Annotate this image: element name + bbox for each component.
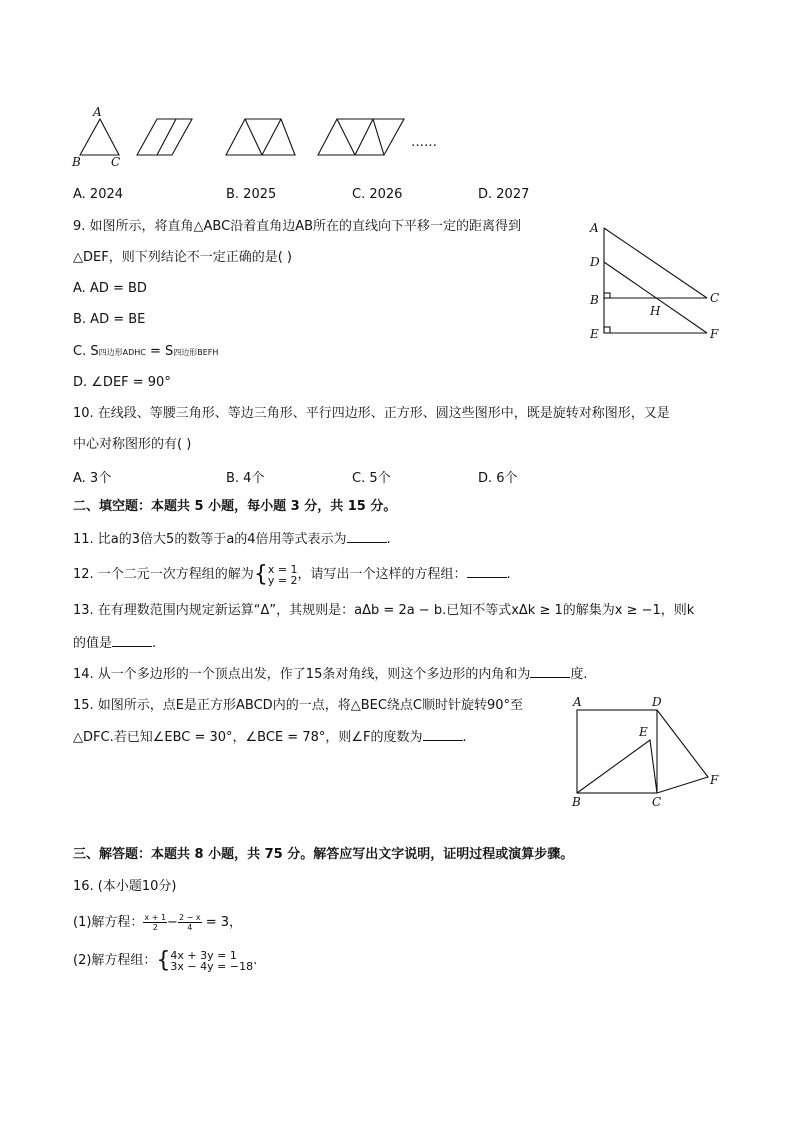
q16-part-1-pre: (1)解方程：: [73, 915, 144, 930]
q16-brace: {: [156, 947, 171, 973]
q8-option-b: B. 2025: [226, 187, 277, 202]
q8-label-c: C: [111, 155, 121, 169]
q9-option-b: B. AD = BE: [73, 312, 146, 327]
q15-label-f: F: [710, 773, 719, 787]
q8-option-d: D. 2027: [478, 187, 530, 202]
q10-option-b: B. 4个: [226, 471, 265, 486]
q12-brace: {: [253, 561, 268, 587]
q16-part-1: [73, 910, 242, 936]
q15-triangle-dfc: [657, 710, 708, 793]
q9-option-c-sub2: 四边形BEFH: [173, 348, 219, 357]
section-2-heading: 二、填空题：本题共 5 小题，每小题 3 分，共 15 分。: [73, 499, 397, 514]
q15-line-2-text: △DFC.若已知∠EBC = 30°，∠BCE = 78°，则∠F的度数为: [73, 730, 423, 745]
q16-part-1-post: = 3，: [201, 915, 243, 930]
q16-minus: −: [167, 915, 178, 930]
q13-line-2-text: 的值是: [73, 636, 113, 651]
q15-label-a: A: [573, 695, 582, 709]
q16-title: 16. (本小题10分): [73, 879, 177, 894]
q9-line-2: △DEF，则下列结论不一定正确的是( ): [73, 250, 292, 265]
q12-pre: 12. 一个二元一次方程组的解为: [73, 567, 254, 582]
q14-text: 14. 从一个多边形的一个顶点出发，作了15条对角线，则这个多边形的内角和为: [73, 667, 531, 682]
q16-part-2-pre: (2)解方程组：: [73, 953, 157, 968]
q16-part-2-post: .: [253, 953, 258, 968]
q8-label-a: A: [93, 105, 102, 119]
q13-line-1: 13. 在有理数范围内规定新运算“Δ”，其规则是：aΔb = 2a − b.已知不等式xΔk ≥ 1的解集为x ≥ −1，则k: [73, 603, 695, 618]
q9-label-h: H: [650, 304, 661, 318]
q8-option-a: A. 2024: [73, 187, 124, 202]
q10-line-1: 10. 在线段、等腰三角形、等边三角形、平行四边形、正方形、圆这些图形中，既是旋转对称图形，又是: [73, 406, 670, 421]
q16-fraction-2-den: 4: [187, 923, 193, 932]
q16-fraction-2: [178, 913, 202, 932]
q11-end: .: [386, 532, 391, 547]
q15-triangle-bec: [577, 740, 657, 793]
q10-option-a: A. 3个: [73, 471, 112, 486]
q9-label-f: F: [710, 327, 719, 341]
q11-text: 11. 比a的3倍大5的数等于a的4倍用等式表示为: [73, 532, 347, 547]
section-3-heading: 三、解答题：本题共 8 小题，共 75 分。解答应写出文字说明，证明过程或演算步骤。: [73, 847, 574, 862]
q9-label-a: A: [590, 221, 599, 235]
q16-part-2: [73, 948, 257, 974]
q9-option-c-prefix: C. S: [73, 344, 99, 359]
q16-fraction-2-num: 2 − x: [178, 913, 201, 922]
q12-end: .: [506, 567, 511, 582]
q9-label-c: C: [710, 291, 720, 305]
q13-end: .: [152, 636, 157, 651]
q12-eq2: y = 2: [267, 573, 298, 587]
q9-label-d: D: [590, 255, 600, 269]
q15-label-d: D: [652, 695, 662, 709]
q15-label-e: E: [639, 725, 648, 739]
q8-option-c: C. 2026: [352, 187, 403, 202]
q16-eq2: 3x − 4y = −18: [170, 959, 254, 973]
q15-square-abcd: [577, 710, 657, 793]
q9-option-c-eq: = S: [145, 344, 174, 359]
q14-end: 度.: [570, 667, 588, 682]
q9-label-e: E: [590, 327, 599, 341]
q15-line-1: 15. 如图所示，点E是正方形ABCD内的一点，将△BEC绕点C顺时针旋转90°至: [73, 698, 524, 713]
q10-line-2: 中心对称图形的有( ): [73, 437, 192, 452]
q9-option-c-sub1: 四边形ADHC: [98, 348, 146, 357]
q12-eq1: x = 1: [267, 562, 298, 576]
q9-option-a: A. AD = BD: [73, 281, 147, 296]
q10-option-d: D. 6个: [478, 471, 518, 486]
q16-fraction-1: [143, 913, 167, 932]
q16-eq1: 4x + 3y = 1: [170, 948, 237, 962]
q16-fraction-1-num: x + 1: [144, 913, 167, 922]
q9-line-1: 9. 如图所示，将直角△ABC沿着直角边AB所在的直线向下平移一定的距离得到: [73, 219, 522, 234]
q15-end: .: [462, 730, 467, 745]
q16-fraction-1-den: 2: [152, 923, 158, 932]
q12-post: ，请写出一个这样的方程组：: [297, 567, 467, 582]
q9-label-b: B: [590, 293, 599, 307]
q8-ellipsis: ……: [411, 135, 437, 150]
q8-label-b: B: [72, 155, 81, 169]
q10-option-c: C. 5个: [352, 471, 391, 486]
q15-label-c: C: [652, 795, 662, 809]
q16-system: [170, 950, 253, 972]
q15-label-b: B: [572, 795, 581, 809]
q9-option-d: D. ∠DEF = 90°: [73, 375, 171, 390]
